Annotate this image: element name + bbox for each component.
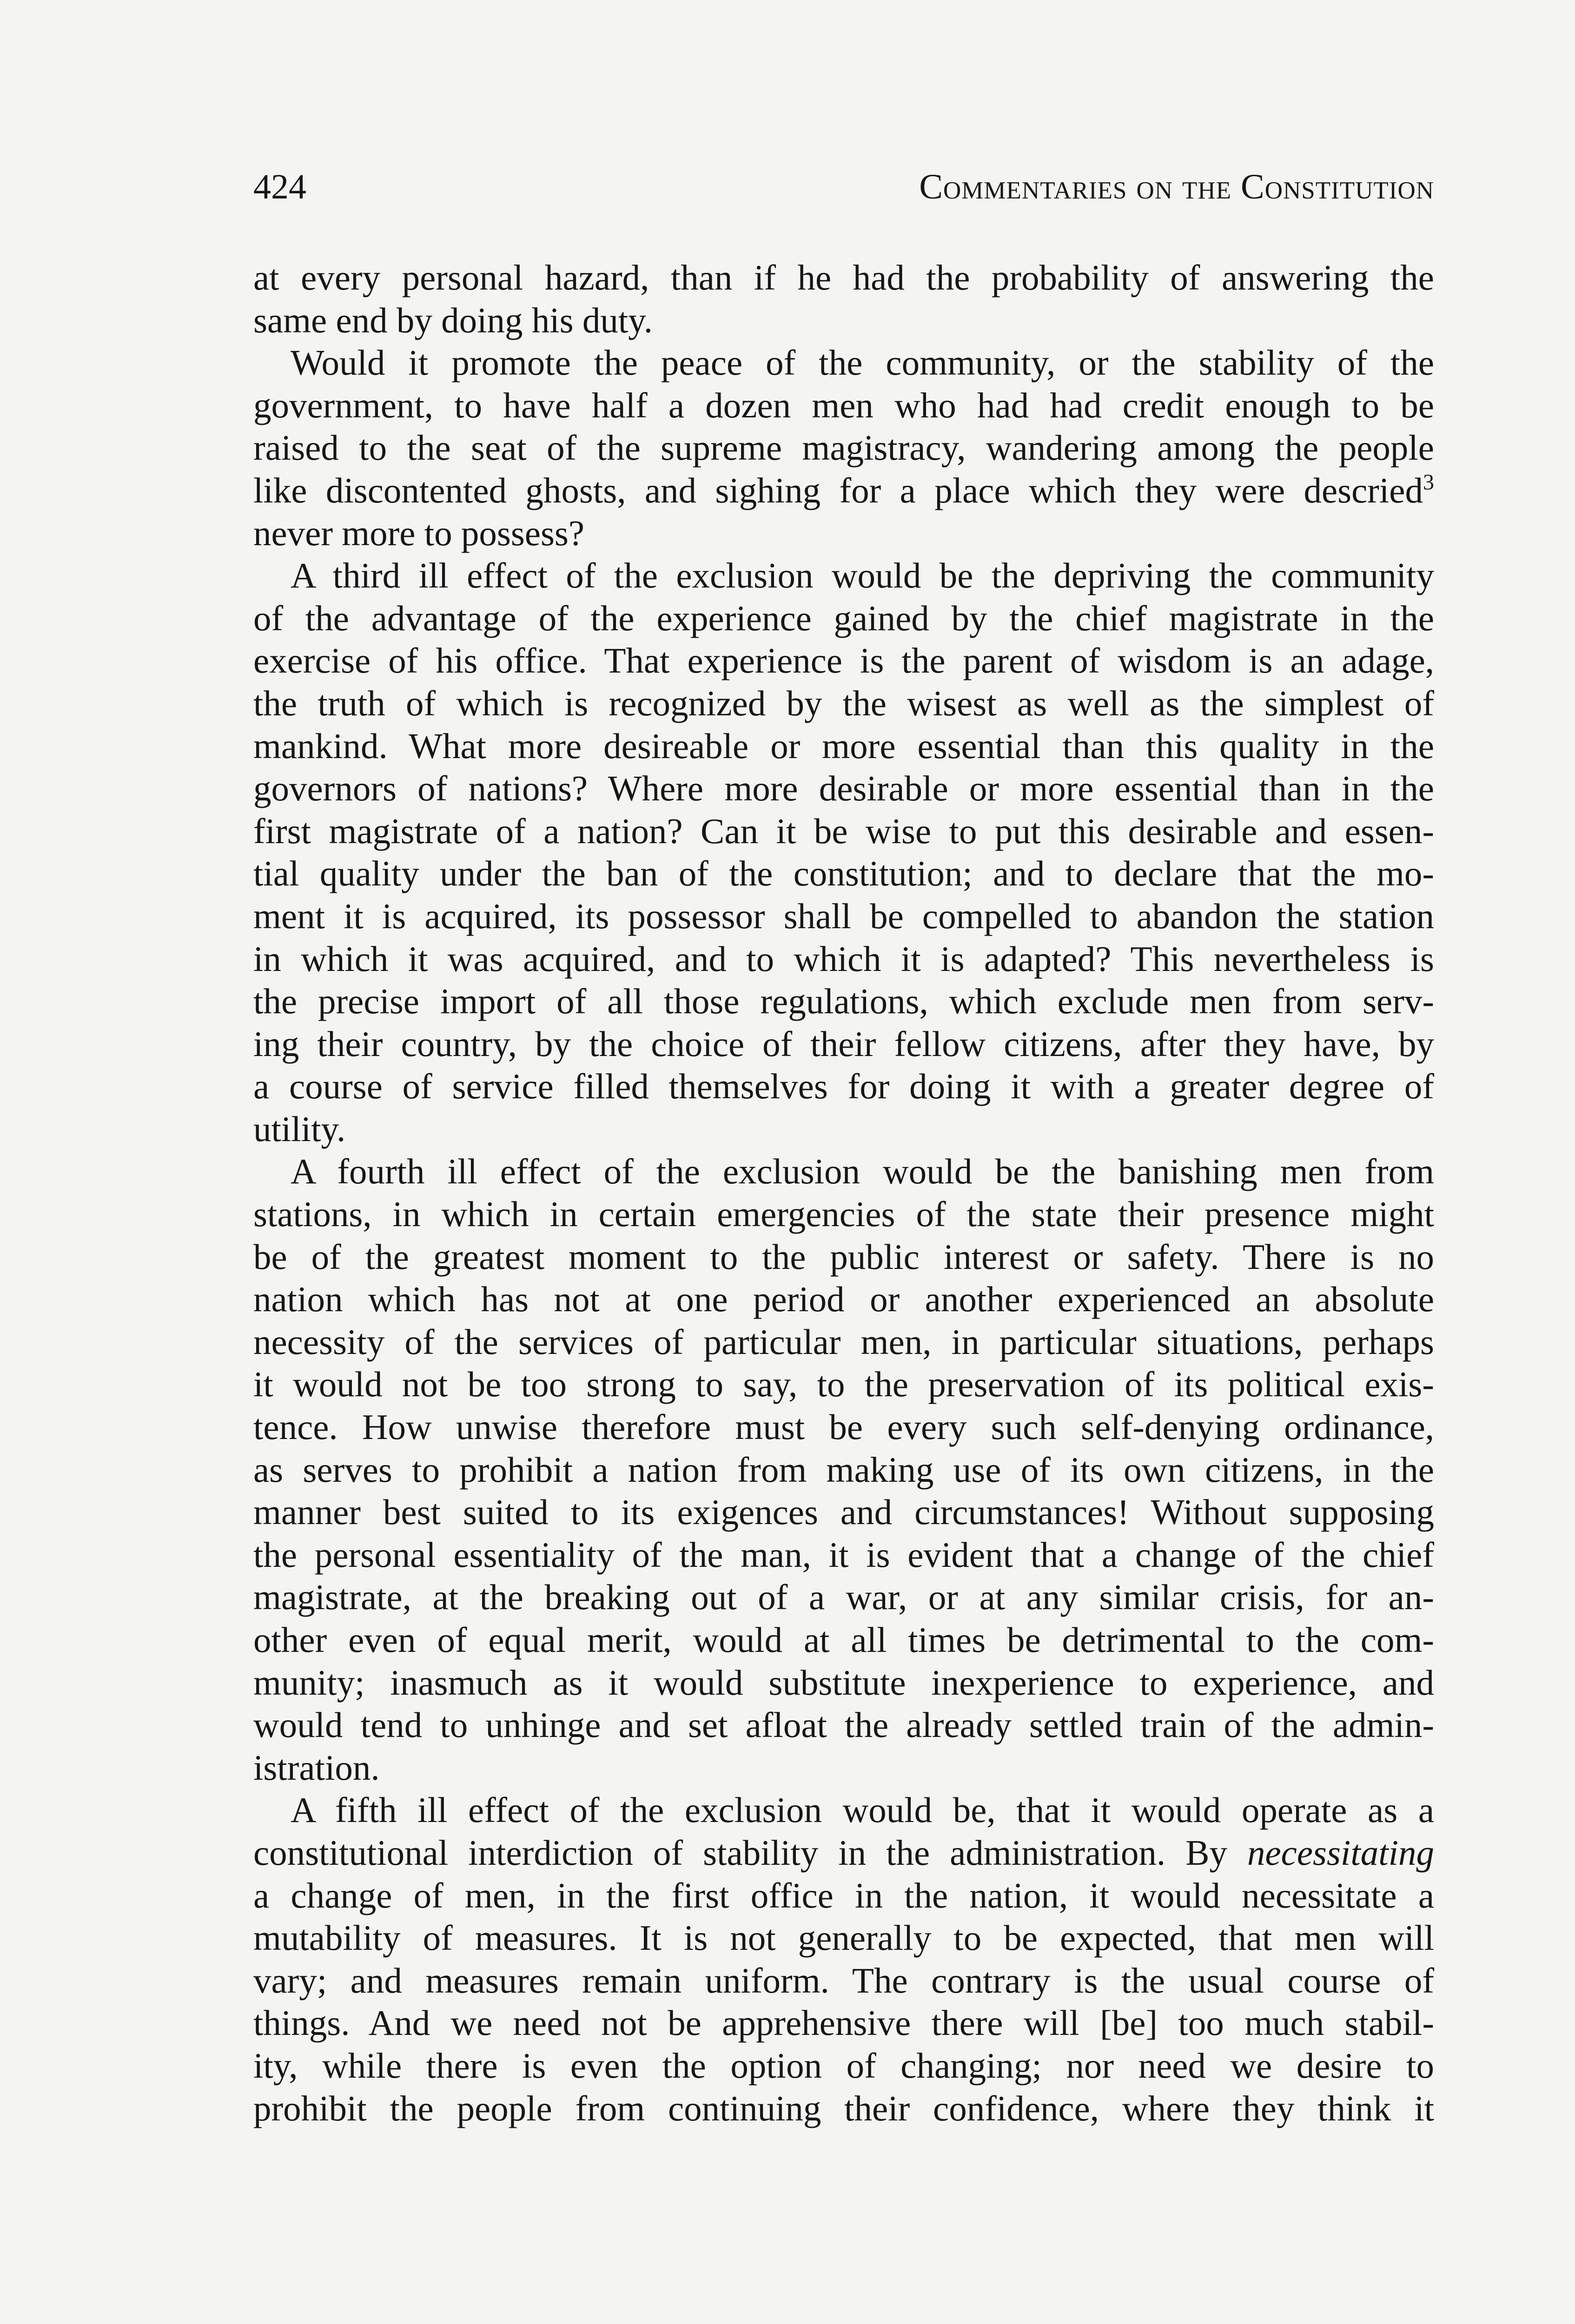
text-line: tence. How unwise therefore must be every such self-denying ordinance, — [253, 1407, 1434, 1447]
footnote-reference: 3 — [1423, 469, 1434, 495]
text-line: it would not be too strong to say, to the preservation of its political exis- — [253, 1364, 1434, 1405]
text-line-content: like discontented ghosts, and sighing for a place which they were descried — [253, 470, 1423, 510]
text-line: mankind. What more desireable or more essential than this quality in the — [253, 726, 1434, 766]
text-line: other even of equal merit, would at all times be detrimental to the com- — [253, 1620, 1434, 1660]
running-head: Commentaries on the Constitution — [919, 167, 1434, 206]
text-line: istration. — [253, 1747, 380, 1788]
italic-word: necessitating — [1247, 1832, 1435, 1873]
text-line: exercise of his office. That experience is the parent of wisdom is an adage, — [253, 640, 1434, 681]
text-line: the personal essentiality of the man, it is evident that a change of the chief — [253, 1534, 1434, 1575]
text-line: a change of men, in the first office in the nation, it would necessitate a — [253, 1875, 1434, 1915]
text-line: mutability of measures. It is not generally to be expected, that men will — [253, 1918, 1434, 1958]
text-line: in which it was acquired, and to which it is adapted? This nevertheless is — [253, 938, 1434, 979]
page-header — [253, 164, 1434, 219]
text-line: first magistrate of a nation? Can it be wise to put this desirable and essen- — [253, 811, 1434, 851]
text-line: raised to the seat of the supreme magistracy, wandering among the people — [253, 428, 1434, 468]
text-line: vary; and measures remain uniform. The contrary is the usual course of — [253, 1960, 1434, 2000]
text-line: be of the greatest moment to the public interest or safety. There is no — [253, 1236, 1434, 1277]
text-line: ment it is acquired, its possessor shall be compelled to abandon the station — [253, 896, 1434, 936]
text-line: A fifth ill effect of the exclusion would be, that it would operate as a — [291, 1790, 1434, 1830]
text-line: never more to possess? — [253, 513, 585, 553]
text-line: utility. — [253, 1109, 346, 1149]
text-line: the precise import of all those regulations, which exclude men from serv- — [253, 981, 1434, 1022]
text-line: things. And we need not be apprehensive there will [be] too much stabil- — [253, 2003, 1434, 2043]
text-line: prohibit the people from continuing their confidence, where they think it — [253, 2088, 1434, 2128]
text-line: munity; inasmuch as it would substitute inexperience to experience, and — [253, 1662, 1434, 1703]
text-line: would tend to unhinge and set afloat the already settled train of the admin- — [253, 1705, 1434, 1745]
text-line-content: constitutional interdiction of stability in the administration. By — [253, 1832, 1227, 1873]
text-line: manner best suited to its exigences and circumstances! Without supposing — [253, 1492, 1434, 1532]
text-line: ity, while there is even the option of changing; nor need we desire to — [253, 2045, 1434, 2086]
text-line: governors of nations? Where more desirable or more essential than in the — [253, 768, 1434, 809]
text-line: as serves to prohibit a nation from making use of its own citizens, in the — [253, 1449, 1434, 1490]
text-line: A third ill effect of the exclusion would be the depriving the community — [291, 555, 1434, 596]
text-line: at every personal hazard, than if he had the probability of answering the — [253, 257, 1434, 297]
text-line: stations, in which in certain emergencies of the state their presence might — [253, 1194, 1434, 1235]
text-line: ing their country, by the choice of their fellow citizens, after they have, by — [253, 1023, 1434, 1064]
text-line: nation which has not at one period or another experienced an absolute — [253, 1279, 1434, 1320]
text-line: Would it promote the peace of the community, or the stability of the — [291, 343, 1434, 383]
page-number: 424 — [253, 167, 306, 206]
text-line: the truth of which is recognized by the wisest as well as the simplest of — [253, 683, 1434, 723]
text-line: necessity of the services of particular men, in particular situations, perhaps — [253, 1321, 1434, 1362]
text-line: tial quality under the ban of the constitution; and to declare that the mo- — [253, 853, 1434, 894]
text-line — [253, 469, 1434, 512]
text-line: A fourth ill effect of the exclusion would be the banishing men from — [291, 1151, 1434, 1192]
text-line: same end by doing his duty. — [253, 300, 653, 340]
text-line: magistrate, at the breaking out of a war, or at any similar crisis, for an- — [253, 1577, 1434, 1618]
text-line: of the advantage of the experience gained by the chief magistrate in the — [253, 598, 1434, 638]
text-line: a course of service filled themselves for doing it with a greater degree of — [253, 1066, 1434, 1107]
body-text — [253, 257, 1434, 2130]
text-line — [253, 1832, 1434, 1875]
text-line: government, to have half a dozen men who had had credit enough to be — [253, 385, 1434, 425]
